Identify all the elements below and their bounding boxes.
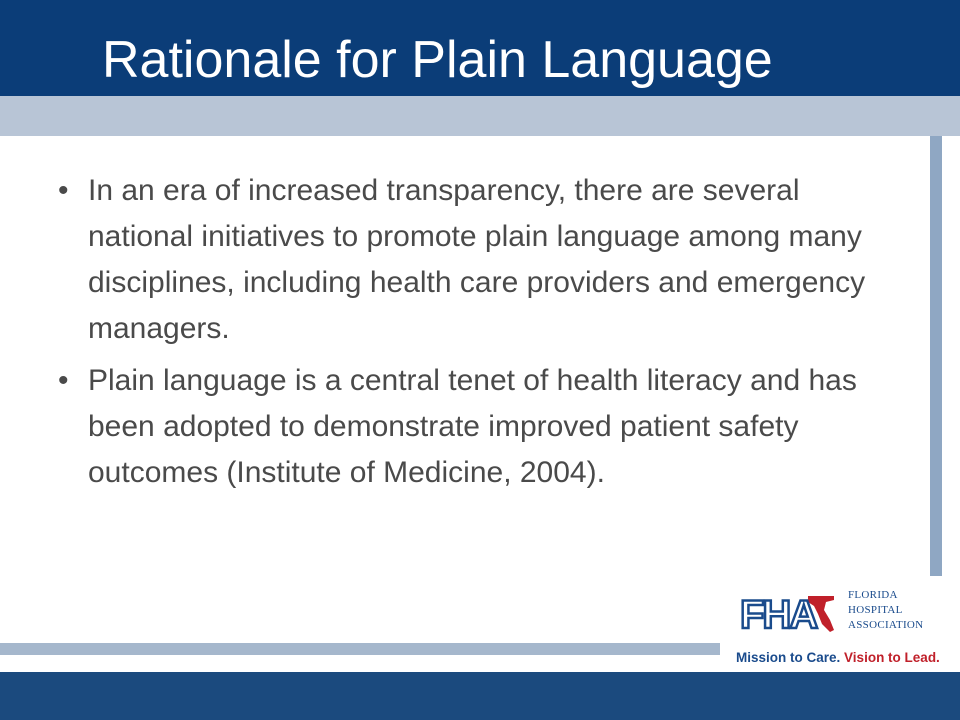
logo-name-line: ASSOCIATION — [848, 619, 924, 631]
bullet-text: In an era of increased transparency, there are several national initiatives to promote plain language among many disciplines, including health care providers and emergency managers. — [88, 174, 866, 345]
logo-name-line: HOSPITAL — [848, 604, 903, 616]
logo-name-line: FLORIDA — [848, 589, 898, 601]
svg-text:FHA: FHA — [740, 593, 817, 634]
slide-title: Rationale for Plain Language — [102, 31, 773, 89]
bullet-text: Plain language is a central tenet of health literacy and has been adopted to demonstrate improved patient safety outcomes (Institute of Medicine, 2004). — [88, 364, 857, 489]
bullet-marker: • — [58, 174, 69, 207]
right-vertical-rule — [930, 136, 942, 576]
title-bar — [0, 0, 960, 96]
bullet-item — [56, 358, 896, 496]
footer-bar — [0, 672, 960, 720]
fha-logo-mark — [738, 590, 838, 634]
fha-logo — [736, 586, 950, 672]
fha-logo-name — [848, 588, 948, 633]
bullet-list — [56, 168, 896, 502]
logo-tagline — [736, 650, 940, 665]
tagline-part-2: Vision to Lead. — [844, 650, 940, 665]
tagline-part-1: Mission to Care. — [736, 650, 841, 665]
bottom-horizontal-rule — [0, 643, 720, 655]
bullet-marker: • — [58, 364, 69, 397]
bullet-item — [56, 168, 896, 352]
accent-band — [0, 96, 960, 136]
